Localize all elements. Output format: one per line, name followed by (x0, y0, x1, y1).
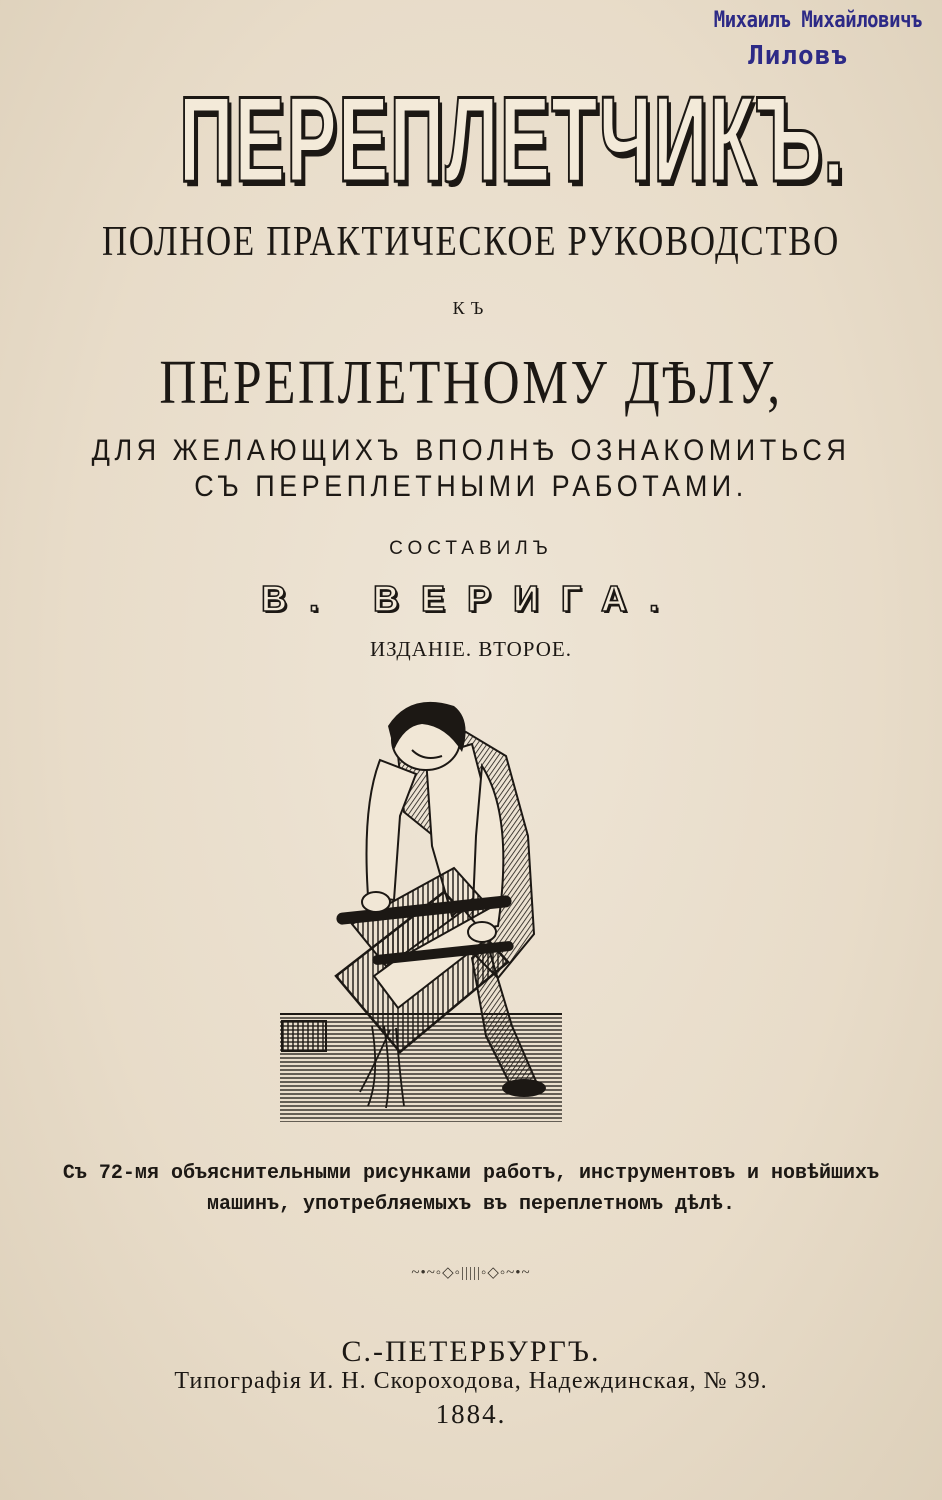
bookbinder-engraving-icon (276, 696, 566, 1128)
illustrations-note-line-1: Съ 72-мя объяснительными рисунками работъ, инструментовъ и новѣйшихъ (62, 1162, 880, 1185)
subtitle-binding-craft: ПЕРЕПЛЕТНОМУ ДѢЛУ, (159, 349, 783, 417)
book-title: ПЕРЕПЛЕТЧИКЪ. (178, 71, 846, 207)
illustrations-note-line-2: машинъ, употребляемыхъ въ переплетномъ дѣлѣ. (206, 1193, 736, 1216)
compiled-by-label: СОСТАВИЛЪ (389, 538, 553, 559)
subtitle-guide: ПОЛНОЕ ПРАКТИЧЕСКОЕ РУКОВОДСТВО (101, 219, 841, 265)
author-name: В. ВЕРИГА. (260, 578, 682, 619)
illustrations-note (0, 1158, 942, 1220)
edition-label: ИЗДАНІЕ. ВТОРОЕ. (369, 637, 572, 661)
publication-year: 1884. (435, 1399, 507, 1429)
publication-city: С.-ПЕТЕРБУРГЪ. (341, 1335, 601, 1368)
printing-house: Типографія И. Н. Скороходова, Надеждинская, № 39. (174, 1368, 768, 1394)
stamp-line-1: Михаилъ Михайловичъ (713, 8, 922, 33)
subtitle-audience-line-2: СЪ ПЕРЕПЛЕТНЫМИ РАБОТАМИ. (194, 470, 748, 503)
subtitle-preposition: КЪ (452, 298, 490, 318)
stamp-line-2: Лиловъ (748, 41, 848, 71)
ornament-divider: ~•~◦◇◦|||||◦◇◦~•~ (411, 1265, 531, 1281)
owner-stamp (632, 8, 922, 71)
subtitle-audience-line-1: ДЛЯ ЖЕЛАЮЩИХЪ ВПОЛНѢ ОЗНАКОМИТЬСЯ (91, 434, 851, 467)
